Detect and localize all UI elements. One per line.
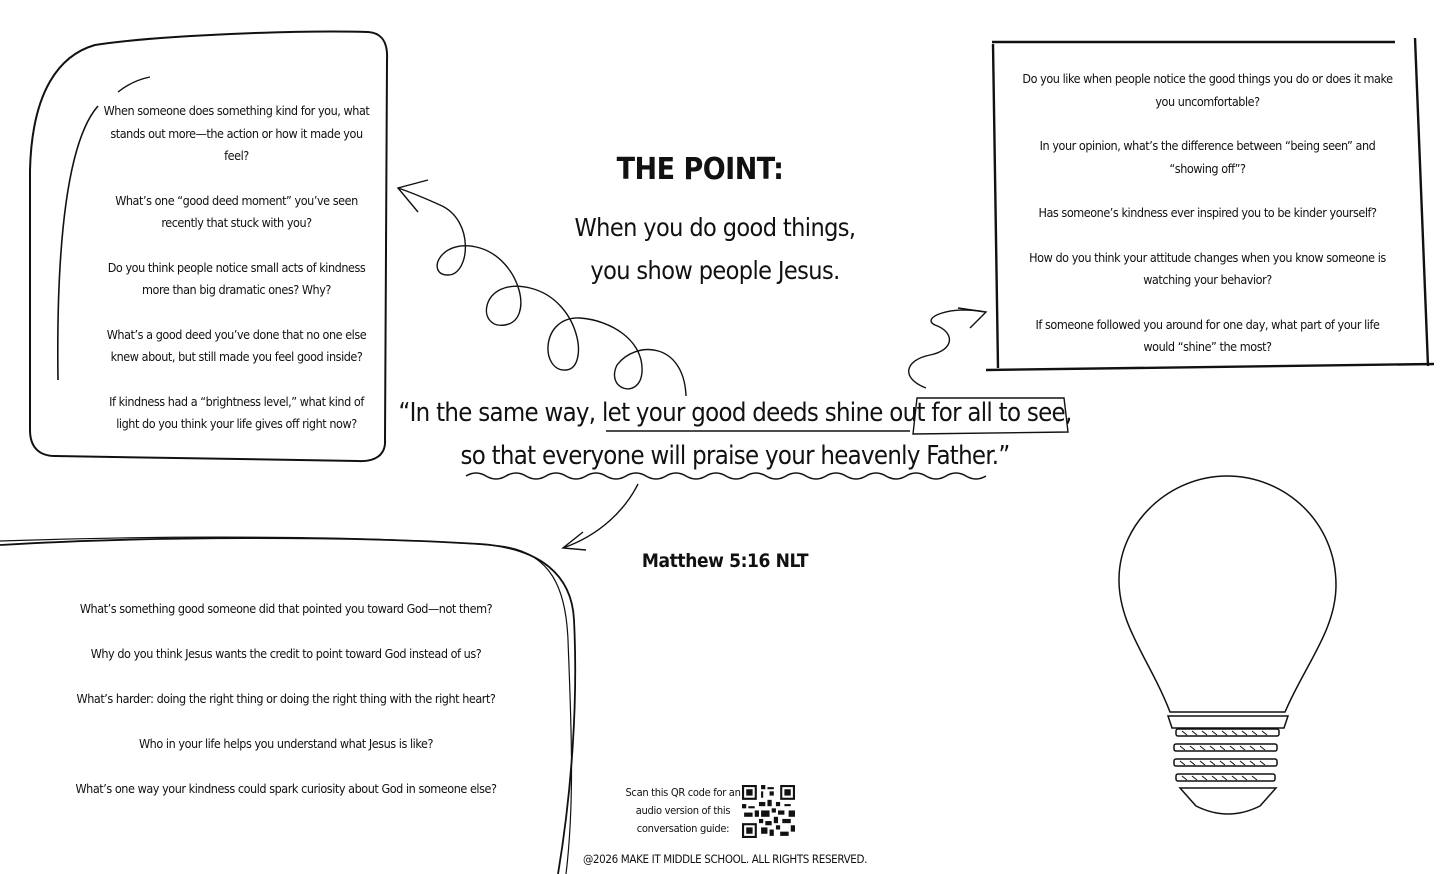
verse-open: “In the same way, — [398, 398, 602, 428]
verse-part-3: so that everyone will praise your heavenly Father — [460, 441, 992, 471]
lightbulb-icon — [1119, 476, 1336, 814]
frame-accent-top-left — [118, 77, 150, 92]
question-item: If kindness had a “brightness level,” what kind of light do you think your life gives off right now? — [109, 393, 364, 431]
verse-part-1: let your good deeds shine out — [601, 398, 925, 428]
qr-code-icon[interactable] — [742, 785, 795, 838]
question-item: What’s a good deed you’ve done that no one else knew about, but still made you feel good inside? — [106, 326, 367, 364]
question-item: Do you think people notice small acts of kindness more than big dramatic ones? Why? — [107, 259, 366, 297]
point-line-1: When you do good things, — [574, 213, 856, 242]
questions-bottom-left — [30, 598, 542, 801]
frame-top-right — [993, 44, 998, 368]
question-item: What’s something good someone did that pointed you toward God—not them? — [79, 601, 493, 616]
verse-close: .” — [991, 441, 1010, 471]
point-statement — [540, 206, 890, 292]
point-heading: THE POINT: — [616, 152, 784, 187]
frame-top-right — [986, 364, 1434, 370]
question-item: What’s harder: doing the right thing or doing the right thing with the right heart? — [76, 691, 496, 706]
questions-top-left — [100, 100, 373, 436]
frame-top-right — [1415, 38, 1428, 366]
qr-caption: Scan this QR code for an audio version of this conversation guide: — [625, 786, 741, 835]
verse-reference: Matthew 5:16 NLT — [641, 550, 809, 572]
question-item: Who in your life helps you understand what Jesus is like? — [139, 736, 433, 751]
question-item: If someone followed you around for one day, what part of your life would “shine” the most? — [1035, 316, 1380, 354]
question-item: Why do you think Jesus wants the credit to point toward God instead of us? — [90, 646, 482, 661]
questions-top-right — [1020, 68, 1395, 359]
squiggle-arrow-right — [958, 308, 986, 328]
squiggle-arrow-right — [909, 310, 985, 388]
verse-part-2: for all to see, — [931, 398, 1072, 428]
loop-arrow-left — [398, 180, 428, 212]
question-item: In your opinion, what’s the difference between “being seen” and “showing off”? — [1039, 138, 1376, 176]
question-item: Has someone’s kindness ever inspired you to be kinder yourself? — [1038, 205, 1377, 220]
question-item: How do you think your attitude changes when you know someone is watching your behavior? — [1029, 249, 1386, 287]
frame-accent-top-left — [58, 106, 98, 380]
point-line-2: you show people Jesus. — [590, 256, 840, 285]
question-item: What’s one “good deed moment” you’ve seen recently that stuck with you? — [115, 192, 358, 230]
verse-line-2 — [380, 435, 1090, 478]
copyright-notice: @2026 MAKE IT MIDDLE SCHOOL. ALL RIGHTS RESERVED. — [582, 852, 868, 866]
question-item: Do you like when people notice the good things you do or does it make you uncomfortable? — [1022, 71, 1393, 109]
question-item: When someone does something kind for you, what stands out more—the action or how it made you feel? — [103, 103, 370, 163]
question-item: What’s one way your kindness could spark curiosity about God in someone else? — [75, 781, 497, 796]
bible-verse — [380, 392, 1090, 478]
verse-line-1 — [380, 392, 1090, 435]
